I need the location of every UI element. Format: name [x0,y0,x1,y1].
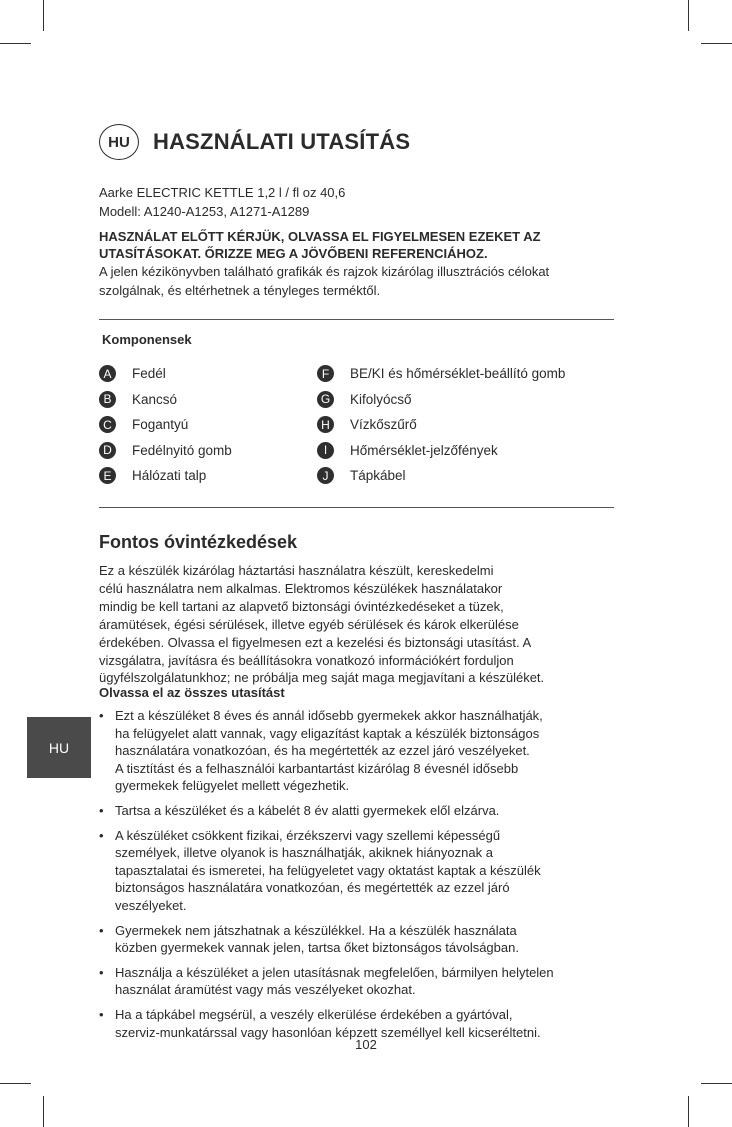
component-item [317,387,565,413]
list-item-line: Tartsa a készüléket és a kábelét 8 év alatti gyermekek elől elzárva. [115,802,500,818]
list-item-line: veszélyeket. [115,897,187,913]
list-item [99,1006,617,1041]
component-item [317,361,565,387]
letter-badge: G [317,391,334,408]
page-title: HASZNÁLATI UTASÍTÁS [153,129,411,154]
component-label: Hőmérséklet-jelzőfények [350,442,498,458]
bullet-icon: • [99,827,104,843]
model-number: Modell: A1240-A1253, A1271-A1289 [99,204,310,219]
letter-badge: I [317,442,334,459]
page-number: 102 [355,1037,377,1052]
component-label: Vízkőszűrő [350,417,417,433]
intro-line: vizsgálatra, javításra és beállításokra vonatkozó információkért forduljon [99,652,514,668]
component-label: Kancsó [132,391,178,407]
bullet-icon: • [99,922,104,938]
crop-mark-bottom-left-h [0,1083,31,1084]
crop-mark-bottom-right-h [701,1083,732,1084]
letter-badge: F [317,365,334,382]
read-warning-line: UTASÍTÁSOKAT. ŐRIZZE MEG A JÖVŐBENI REFERENCIÁHOZ. [99,246,488,261]
crop-mark-top-right-v [688,0,689,31]
list-item [99,964,617,999]
list-item-line: személyek, illetve olyanok is használhatják, akiknek hiányoznak a [115,845,493,861]
list-item [99,827,617,915]
components-title: Komponensek [102,332,192,347]
component-item [99,412,232,438]
component-item [99,438,232,464]
illustration-note [99,262,619,300]
bullet-icon: • [99,802,104,818]
list-item [99,802,617,820]
crop-mark-top-left-h [0,43,31,44]
instructions-subtitle: Olvassa el az összes utasítást [99,685,285,700]
list-item-line: A tisztítást és a felhasználói karbantartást kizárólag 8 évesnél idősebb [115,760,519,776]
list-item-line: tapasztalatai és ismeretei, ha felügyeletet vagy oktatást kaptak a készülék [115,862,541,878]
component-label: Kifolyócső [350,391,412,407]
list-item [99,707,617,795]
list-item-line: A készüléket csökkent fizikai, érzékszervi vagy szellemi képességű [115,827,501,843]
list-item [99,922,617,957]
component-label: Fedél [132,366,166,382]
intro-line: áramütések, égési sérülések, illetve egyéb sérülések és károk elkerülése [99,616,519,632]
components-right-column [317,361,565,489]
illustration-note-line: A jelen kézikönyvben található grafikák és rajzok kizárólag illusztrációs célokat [99,264,550,279]
component-item [99,463,232,489]
component-label: Fedélnyitó gomb [132,442,232,458]
list-item-line: Ha a tápkábel megsérül, a veszély elkerülése érdekében a gyártóval, [115,1006,513,1022]
list-item-line: Ezt a készüléket 8 éves és annál idősebb gyermekek akkor használhatják, [115,708,543,723]
letter-badge: J [317,467,334,484]
component-item [317,412,565,438]
intro-line: célú használatra nem alkalmas. Elektromos készülékek használatakor [99,580,503,596]
crop-mark-bottom-left-v [43,1096,44,1127]
crop-mark-top-left-v [43,0,44,31]
product-info [99,183,619,300]
component-label: Tápkábel [350,468,406,484]
crop-mark-top-right-h [701,43,732,44]
list-item-line: ha felügyelet alatt vannak, vagy eligazítást kaptak a készülék biztonságos [115,725,540,741]
bullet-icon: • [99,1006,104,1022]
list-item-line: szerviz-munkatárssal vagy hasonlóan képzett személlyel kell kicseréltetni. [115,1024,541,1040]
crop-mark-bottom-right-v [688,1096,689,1127]
bullet-icon: • [99,964,104,980]
intro-line: ügyfélszolgálatunkhoz; ne próbálja meg saját maga megjavítani a készüléket. [99,670,545,686]
list-item-line: Gyermekek nem játszhatnak a készülékkel. Ha a készülék használata [115,922,517,938]
components-left-column [99,361,232,489]
page-header [99,124,410,160]
component-label: Hálózati talp [132,468,207,484]
bullet-icon: • [99,708,104,723]
component-item [317,438,565,464]
letter-badge: E [99,467,116,484]
list-item-line: biztonságos használatára vonatkozóan, és megértették az ezzel járó [115,880,510,896]
product-name: Aarke ELECTRIC KETTLE 1,2 l / fl oz 40,6 [99,185,346,200]
letter-badge: A [99,365,116,382]
list-item-line: közben gyermekek vannak jelen, tartsa őket biztonságos távolságban. [115,940,519,956]
divider-top [99,319,614,320]
instruction-list [99,707,617,1048]
language-badge: HU [99,124,139,160]
component-label: Fogantyú [132,417,189,433]
component-item [99,387,232,413]
list-item-line: Használja a készüléket a jelen utasításnak megfelelően, bármilyen helytelen [115,964,554,980]
divider-bottom [99,507,614,508]
letter-badge: C [99,416,116,433]
language-side-tab: HU [27,717,91,778]
intro-line: Ez a készülék kizárólag háztartási használatra készült, kereskedelmi [99,563,494,578]
letter-badge: H [317,416,334,433]
read-warning-line: HASZNÁLAT ELŐTT KÉRJÜK, OLVASSA EL FIGYELMESEN EZEKET AZ [99,229,541,244]
list-item-line: gyermekek felügyelet mellett végezhetik. [115,778,350,794]
intro-line: mindig be kell tartani az alapvető biztonsági óvintézkedéseket a tüzek, [99,598,504,614]
letter-badge: B [99,391,116,408]
safety-intro [99,562,619,687]
illustration-note-line: szolgálnak, és eltérhetnek a tényleges terméktől. [99,283,381,298]
component-item [99,361,232,387]
list-item-line: használat áramütést vagy más veszélyeket okozhat. [115,982,416,998]
component-label: BE/KI és hőmérséklet-beállító gomb [350,366,566,382]
letter-badge: D [99,442,116,459]
intro-line: érdekében. Olvassa el figyelmesen ezt a kezelési és biztonsági utasítást. A [99,634,532,650]
safety-title: Fontos óvintézkedések [99,532,298,552]
component-item [317,463,565,489]
list-item-line: használatára vonatkozóan, és ha megértették az ezzel járó veszélyeket. [115,743,530,759]
read-warning [99,228,619,262]
